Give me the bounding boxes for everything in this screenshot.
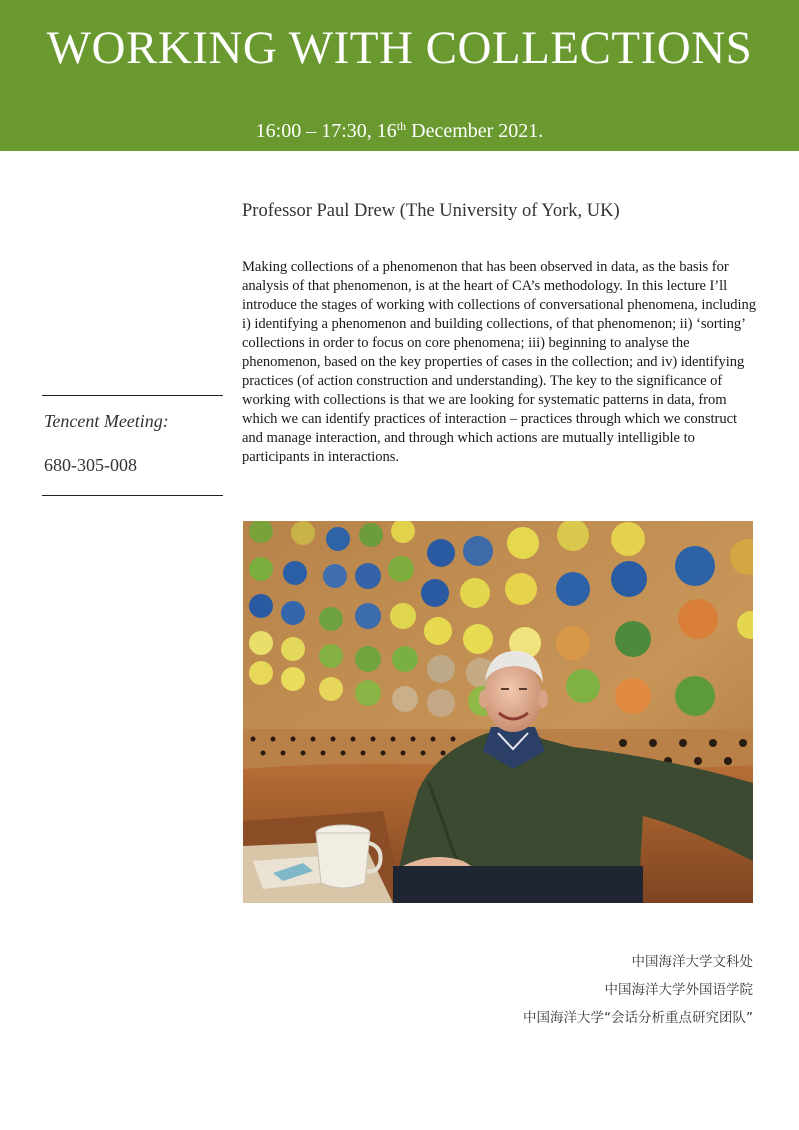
event-time: 16:00 – 17:30, 16	[255, 120, 397, 142]
speaker-name: Professor Paul Drew (The University of York, UK)	[242, 201, 620, 221]
divider-bottom	[42, 495, 223, 496]
page-title: WORKING WITH COLLECTIONS	[46, 22, 753, 74]
event-date: December 2021.	[406, 120, 544, 142]
event-datetime	[0, 119, 799, 143]
abstract-text: Making collections of a phenomenon that has been observed in data, as the basis for analysis of that phenomenon, is at the heart of CA’s methodology. In this lecture I’ll introduce the stages of working with collections of conversational phenomena, including i) identifying a phenomenon and building collections, of that phenomenon; ii) ‘sorting’ collections in order to focus on core phenomena; iii) beginning to analyse the phenomenon, based on the key properties of cases in the collection; and iv) identifying practices (of action construction and understanding). The key to the significance of working with collections is that we are looking for systematic patterns in data, from which we can identify practices of interaction – practices through which we construct and manage interaction, and through which actions are mutually intelligible to participants in interactions.	[242, 259, 756, 465]
header-banner	[0, 0, 799, 151]
date-ordinal-suffix: th	[396, 119, 407, 133]
organizer-ca-research-team: 中国海洋大学“会话分析重点研究团队”	[523, 1010, 753, 1026]
organizer-liberal-arts-office: 中国海洋大学文科处	[631, 954, 753, 970]
meeting-label: Tencent Meeting:	[44, 411, 169, 431]
divider-top	[42, 395, 223, 396]
meeting-id: 680-305-008	[44, 455, 137, 475]
organizer-foreign-languages-school: 中国海洋大学外国语学院	[604, 982, 753, 998]
speaker-photo	[243, 521, 753, 903]
